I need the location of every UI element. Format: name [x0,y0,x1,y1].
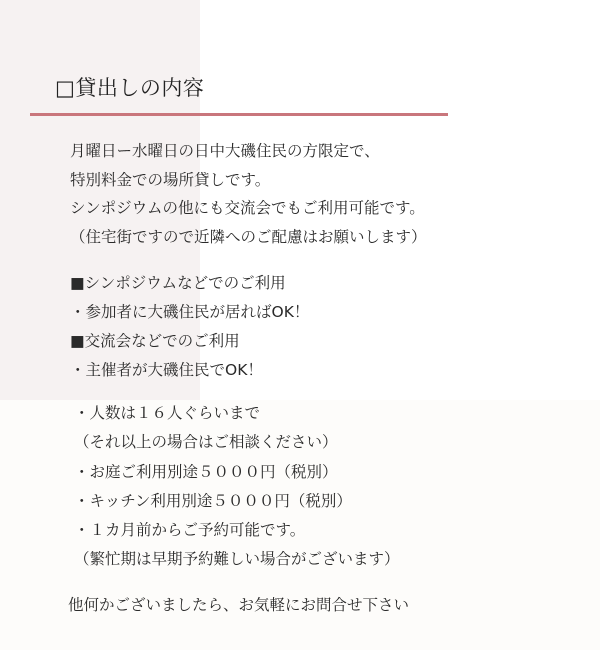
condition-line: ・お庭ご利用別途５０００円（税別） [74,463,338,481]
closing-text: 他何かございましたら、お気軽にお問合せ下さい [68,596,410,614]
usage-line: ■シンポジウムなどでのご利用 [70,274,286,292]
intro-line: 月曜日ー水曜日の日中大磯住民の方限定で、 [70,142,380,160]
usage-line: ・主催者が大磯住民でOK！ [70,361,263,379]
section-heading: □貸出しの内容 [55,76,205,100]
intro-line: 特別料金での場所貸しです。 [70,171,271,189]
condition-line: ・人数は１６人ぐらいまで [74,404,261,422]
heading-underline [30,113,448,116]
condition-line: （それ以上の場合はご相談ください） [74,433,338,451]
intro-line: （住宅街ですので近隣へのご配慮はお願いします） [70,228,427,246]
usage-line: ・参加者に大磯住民が居ればOK！ [70,303,310,321]
condition-line: （繁忙期は早期予約難しい場合がございます） [74,550,400,568]
intro-line: シンポジウムの他にも交流会でもご利用可能です。 [70,199,425,217]
condition-line: ・キッチン利用別途５０００円（税別） [74,492,352,510]
usage-line: ■交流会などでのご利用 [70,332,240,350]
condition-line: ・１カ月前からご予約可能です。 [74,521,306,539]
